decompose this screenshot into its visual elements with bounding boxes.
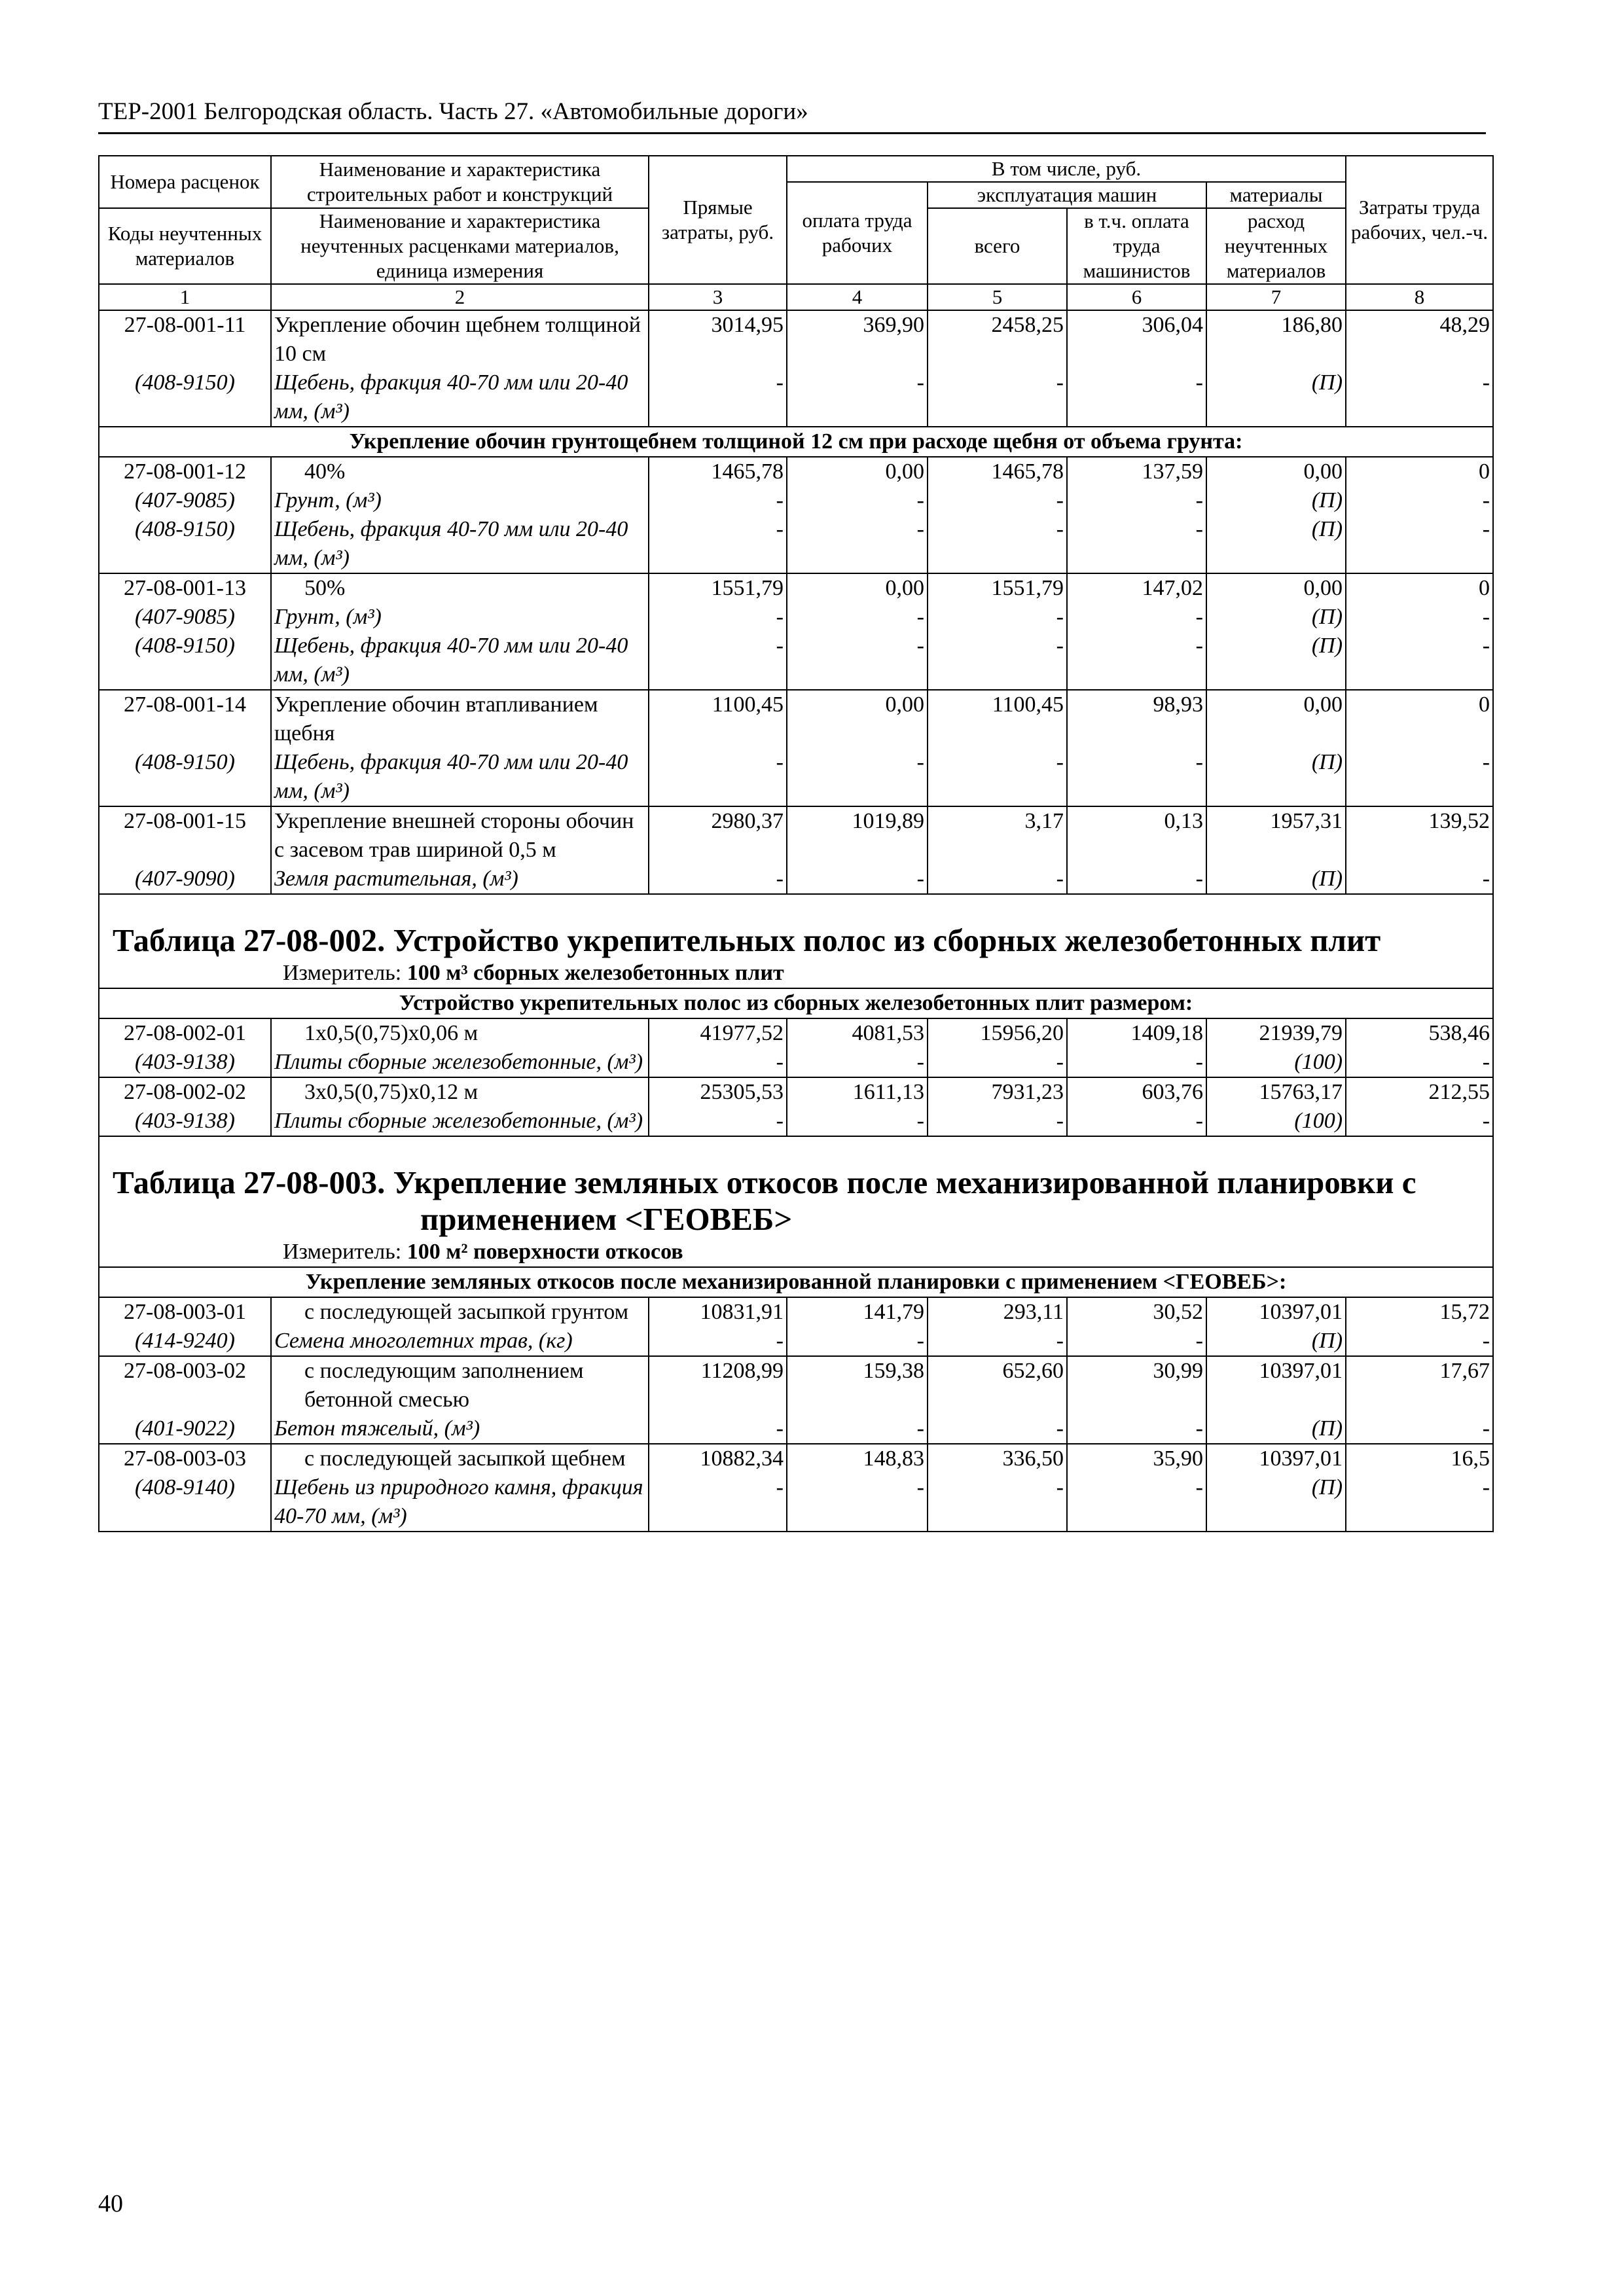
material-code: (408-9150) xyxy=(99,632,271,690)
material-row xyxy=(99,1327,1493,1356)
material-value: - xyxy=(1067,632,1206,690)
value-machines: 293,11 xyxy=(928,1297,1067,1327)
material-value: (П) xyxy=(1206,515,1346,573)
material-value: - xyxy=(787,603,928,632)
value-machines: 15956,20 xyxy=(928,1018,1067,1048)
material-row xyxy=(99,603,1493,632)
material-name: Щебень из природного камня, фракция 40-70 мм, (м³) xyxy=(271,1473,649,1532)
rates-table xyxy=(98,155,1494,1532)
value-labor: 0 xyxy=(1346,690,1493,748)
group-heading-row xyxy=(99,427,1493,457)
material-row xyxy=(99,1414,1493,1444)
material-value: - xyxy=(1346,368,1493,427)
material-code: (401-9022) xyxy=(99,1414,271,1444)
col-name: Наименование и характеристика строительных работ и конструкций xyxy=(271,156,649,208)
value-wages: 148,83 xyxy=(787,1444,928,1473)
rate-row xyxy=(99,1297,1493,1327)
material-value: - xyxy=(1067,603,1206,632)
material-value: - xyxy=(649,1107,787,1136)
material-value: - xyxy=(787,1327,928,1356)
col-num: 2 xyxy=(271,284,649,310)
col-materials: материалы xyxy=(1206,182,1346,208)
material-value: (П) xyxy=(1206,1414,1346,1444)
rate-row xyxy=(99,806,1493,865)
rate-code: 27-08-003-01 xyxy=(99,1297,271,1327)
col-machines-wages: в т.ч. оплата труда машинистов xyxy=(1067,208,1206,284)
material-value: - xyxy=(1067,1414,1206,1444)
rate-row xyxy=(99,690,1493,748)
material-value: - xyxy=(649,1414,787,1444)
table-title-row xyxy=(99,894,1493,959)
material-value: - xyxy=(1067,515,1206,573)
group-heading-row xyxy=(99,988,1493,1018)
material-code: (408-9150) xyxy=(99,515,271,573)
value-labor: 0 xyxy=(1346,457,1493,486)
value-wages: 159,38 xyxy=(787,1356,928,1414)
value-wages: 1019,89 xyxy=(787,806,928,865)
col-incl: В том числе, руб. xyxy=(787,156,1346,182)
col-num: 7 xyxy=(1206,284,1346,310)
meter-line xyxy=(99,1238,1493,1267)
rate-name: с последующим заполнением бетонной смесью xyxy=(271,1356,649,1414)
value-materials: 0,00 xyxy=(1206,573,1346,603)
material-value: - xyxy=(1067,368,1206,427)
value-machines: 652,60 xyxy=(928,1356,1067,1414)
group-heading: Укрепление земляных откосов после механизированной планировки с применением <ГЕОВЕБ>: xyxy=(99,1267,1493,1297)
meter-row xyxy=(99,1238,1493,1267)
material-row xyxy=(99,865,1493,894)
material-value: - xyxy=(1067,1327,1206,1356)
value-wages: 369,90 xyxy=(787,310,928,368)
value-labor: 16,5 xyxy=(1346,1444,1493,1473)
value-machinists: 98,93 xyxy=(1067,690,1206,748)
value-machinists: 137,59 xyxy=(1067,457,1206,486)
rate-code: 27-08-001-11 xyxy=(99,310,271,368)
material-value: - xyxy=(1346,1327,1493,1356)
material-value: - xyxy=(1067,1048,1206,1077)
material-code: (403-9138) xyxy=(99,1107,271,1136)
value-wages: 0,00 xyxy=(787,457,928,486)
rate-row xyxy=(99,310,1493,368)
rate-row xyxy=(99,457,1493,486)
material-value: - xyxy=(787,632,928,690)
material-code: (414-9240) xyxy=(99,1327,271,1356)
col-num: 6 xyxy=(1067,284,1206,310)
material-value: - xyxy=(928,515,1067,573)
rate-name: 50% xyxy=(271,573,649,603)
material-value: - xyxy=(928,1327,1067,1356)
material-value: - xyxy=(649,603,787,632)
col-labor: Затраты труда рабочих, чел.-ч. xyxy=(1346,156,1493,284)
material-value: (П) xyxy=(1206,865,1346,894)
material-value: - xyxy=(649,1048,787,1077)
value-machines: 1465,78 xyxy=(928,457,1067,486)
value-materials: 10397,01 xyxy=(1206,1356,1346,1414)
rate-code: 27-08-003-02 xyxy=(99,1356,271,1414)
material-value: - xyxy=(928,1107,1067,1136)
material-row xyxy=(99,515,1493,573)
rate-name: 40% xyxy=(271,457,649,486)
group-heading: Укрепление обочин грунтощебнем толщиной 12 см при расходе щебня от объема грунта: xyxy=(99,427,1493,457)
col-num: 4 xyxy=(787,284,928,310)
material-row xyxy=(99,748,1493,806)
page-number: 40 xyxy=(98,2190,123,2217)
value-machines: 336,50 xyxy=(928,1444,1067,1473)
material-value: - xyxy=(1346,748,1493,806)
rate-row xyxy=(99,1077,1493,1107)
material-value: - xyxy=(928,1473,1067,1532)
meter-value: 100 м² поверхности откосов xyxy=(406,1240,683,1264)
rate-row xyxy=(99,573,1493,603)
material-value: - xyxy=(787,368,928,427)
material-code: (407-9085) xyxy=(99,603,271,632)
material-value: (П) xyxy=(1206,486,1346,515)
value-labor: 538,46 xyxy=(1346,1018,1493,1048)
col-num: 5 xyxy=(928,284,1067,310)
material-value: - xyxy=(787,1473,928,1532)
value-wages: 1611,13 xyxy=(787,1077,928,1107)
material-value: - xyxy=(787,486,928,515)
value-machinists: 35,90 xyxy=(1067,1444,1206,1473)
col-name-materials: Наименование и характеристика неучтенных расценками материалов, единица измерения xyxy=(271,208,649,284)
material-value: - xyxy=(1346,865,1493,894)
material-value: - xyxy=(787,865,928,894)
material-value: - xyxy=(1346,632,1493,690)
material-value: - xyxy=(787,515,928,573)
col-direct: Прямые затраты, руб. xyxy=(649,156,787,284)
material-value: (100) xyxy=(1206,1048,1346,1077)
material-value: - xyxy=(1346,1473,1493,1532)
material-value: - xyxy=(928,1048,1067,1077)
material-row xyxy=(99,1107,1493,1136)
material-value: - xyxy=(787,1414,928,1444)
table-title-line-2: применением <ГЕОВЕБ> xyxy=(420,1201,793,1237)
material-value: (П) xyxy=(1206,632,1346,690)
value-machines: 7931,23 xyxy=(928,1077,1067,1107)
value-wages: 0,00 xyxy=(787,690,928,748)
material-value: - xyxy=(649,632,787,690)
value-direct: 1465,78 xyxy=(649,457,787,486)
value-materials: 10397,01 xyxy=(1206,1297,1346,1327)
material-value: - xyxy=(1346,1048,1493,1077)
meter-line xyxy=(99,959,1493,988)
value-direct: 1100,45 xyxy=(649,690,787,748)
material-row xyxy=(99,1048,1493,1077)
rate-name: с последующей засыпкой грунтом xyxy=(271,1297,649,1327)
rate-code: 27-08-001-13 xyxy=(99,573,271,603)
material-value: - xyxy=(649,1327,787,1356)
rate-row xyxy=(99,1444,1493,1473)
material-value: - xyxy=(649,865,787,894)
material-name: Щебень, фракция 40-70 мм или 20-40 мм, (м³) xyxy=(271,632,649,690)
material-row xyxy=(99,632,1493,690)
material-code: (408-9140) xyxy=(99,1473,271,1532)
value-wages: 0,00 xyxy=(787,573,928,603)
material-value: - xyxy=(1067,1107,1206,1136)
value-machinists: 30,99 xyxy=(1067,1356,1206,1414)
value-machinists: 0,13 xyxy=(1067,806,1206,865)
rate-code: 27-08-002-02 xyxy=(99,1077,271,1107)
value-materials: 21939,79 xyxy=(1206,1018,1346,1048)
material-value: - xyxy=(928,632,1067,690)
value-direct: 41977,52 xyxy=(649,1018,787,1048)
material-value: - xyxy=(649,486,787,515)
col-num: 3 xyxy=(649,284,787,310)
rate-code: 27-08-002-01 xyxy=(99,1018,271,1048)
value-machines: 1551,79 xyxy=(928,573,1067,603)
material-name: Щебень, фракция 40-70 мм или 20-40 мм, (м³) xyxy=(271,748,649,806)
value-direct: 10882,34 xyxy=(649,1444,787,1473)
rate-code: 27-08-003-03 xyxy=(99,1444,271,1473)
value-machines: 1100,45 xyxy=(928,690,1067,748)
col-num: 1 xyxy=(99,284,271,310)
value-machinists: 603,76 xyxy=(1067,1077,1206,1107)
rate-code: 27-08-001-14 xyxy=(99,690,271,748)
value-machines: 2458,25 xyxy=(928,310,1067,368)
rate-name: Укрепление внешней стороны обочин с засевом трав шириной 0,5 м xyxy=(271,806,649,865)
material-value: - xyxy=(1346,515,1493,573)
material-name: Земля растительная, (м³) xyxy=(271,865,649,894)
value-labor: 48,29 xyxy=(1346,310,1493,368)
material-value: (П) xyxy=(1206,748,1346,806)
material-value: - xyxy=(649,368,787,427)
material-name: Грунт, (м³) xyxy=(271,486,649,515)
value-materials: 1957,31 xyxy=(1206,806,1346,865)
value-materials: 15763,17 xyxy=(1206,1077,1346,1107)
material-code: (403-9138) xyxy=(99,1048,271,1077)
table-title-row xyxy=(99,1136,1493,1238)
col-num: 8 xyxy=(1346,284,1493,310)
material-value: - xyxy=(928,368,1067,427)
header-row-1 xyxy=(99,156,1493,182)
material-value: - xyxy=(928,1414,1067,1444)
material-name: Семена многолетних трав, (кг) xyxy=(271,1327,649,1356)
material-code: (407-9085) xyxy=(99,486,271,515)
material-name: Плиты сборные железобетонные, (м³) xyxy=(271,1107,649,1136)
material-row xyxy=(99,1473,1493,1532)
value-direct: 11208,99 xyxy=(649,1356,787,1414)
material-value: (П) xyxy=(1206,368,1346,427)
col-rate-numbers: Номера расценок xyxy=(99,156,271,208)
value-direct: 25305,53 xyxy=(649,1077,787,1107)
material-value: - xyxy=(787,1048,928,1077)
value-direct: 10831,91 xyxy=(649,1297,787,1327)
value-machinists: 306,04 xyxy=(1067,310,1206,368)
material-value: - xyxy=(1067,865,1206,894)
material-value: - xyxy=(787,1107,928,1136)
value-machines: 3,17 xyxy=(928,806,1067,865)
rate-row xyxy=(99,1018,1493,1048)
meter-value: 100 м³ сборных железобетонных плит xyxy=(406,961,784,985)
material-value: - xyxy=(649,515,787,573)
rate-code: 27-08-001-12 xyxy=(99,457,271,486)
group-heading-row xyxy=(99,1267,1493,1297)
material-name: Щебень, фракция 40-70 мм или 20-40 мм, (м³) xyxy=(271,515,649,573)
value-direct: 3014,95 xyxy=(649,310,787,368)
rate-row xyxy=(99,1356,1493,1414)
rate-name: 1х0,5(0,75)х0,06 м xyxy=(271,1018,649,1048)
rate-name: с последующей засыпкой щебнем xyxy=(271,1444,649,1473)
value-wages: 4081,53 xyxy=(787,1018,928,1048)
rate-name: Укрепление обочин втапливанием щебня xyxy=(271,690,649,748)
value-labor: 139,52 xyxy=(1346,806,1493,865)
material-code: (408-9150) xyxy=(99,368,271,427)
rate-code: 27-08-001-15 xyxy=(99,806,271,865)
material-value: - xyxy=(1067,1473,1206,1532)
material-value: - xyxy=(1067,748,1206,806)
material-row xyxy=(99,486,1493,515)
material-value: - xyxy=(1346,1107,1493,1136)
value-wages: 141,79 xyxy=(787,1297,928,1327)
material-value: - xyxy=(787,748,928,806)
value-materials: 0,00 xyxy=(1206,457,1346,486)
material-value: - xyxy=(1346,1414,1493,1444)
value-machinists: 30,52 xyxy=(1067,1297,1206,1327)
value-materials: 0,00 xyxy=(1206,690,1346,748)
material-row xyxy=(99,368,1493,427)
material-value: (П) xyxy=(1206,1473,1346,1532)
material-value: (П) xyxy=(1206,1327,1346,1356)
material-value: - xyxy=(928,748,1067,806)
material-value: - xyxy=(1346,486,1493,515)
rate-name: 3х0,5(0,75)х0,12 м xyxy=(271,1077,649,1107)
group-heading: Устройство укрепительных полос из сборных железобетонных плит размером: xyxy=(99,988,1493,1018)
value-labor: 15,72 xyxy=(1346,1297,1493,1327)
material-value: - xyxy=(928,486,1067,515)
table-title xyxy=(99,1136,1493,1238)
col-codes: Коды неучтенных материалов xyxy=(99,208,271,284)
table-title: Таблица 27-08-002. Устройство укрепительных полос из сборных железобетонных плит xyxy=(99,894,1493,959)
material-code: (407-9090) xyxy=(99,865,271,894)
material-value: (100) xyxy=(1206,1107,1346,1136)
material-name: Плиты сборные железобетонные, (м³) xyxy=(271,1048,649,1077)
column-numbers-row xyxy=(99,284,1493,310)
material-value: - xyxy=(928,865,1067,894)
meter-label: Измеритель: xyxy=(283,1240,402,1264)
value-labor: 0 xyxy=(1346,573,1493,603)
material-value: - xyxy=(928,603,1067,632)
col-machines: эксплуатация машин xyxy=(928,182,1206,208)
value-direct: 1551,79 xyxy=(649,573,787,603)
material-value: - xyxy=(649,748,787,806)
material-value: (П) xyxy=(1206,603,1346,632)
value-materials: 186,80 xyxy=(1206,310,1346,368)
material-name: Бетон тяжелый, (м³) xyxy=(271,1414,649,1444)
value-direct: 2980,37 xyxy=(649,806,787,865)
meter-row xyxy=(99,959,1493,988)
material-name: Щебень, фракция 40-70 мм или 20-40 мм, (м³) xyxy=(271,368,649,427)
material-code: (408-9150) xyxy=(99,748,271,806)
value-machinists: 1409,18 xyxy=(1067,1018,1206,1048)
rate-name: Укрепление обочин щебнем толщиной 10 см xyxy=(271,310,649,368)
table-title-line-1: Таблица 27-08-003. Укрепление земляных откосов после механизированной планировки с xyxy=(113,1164,1416,1200)
value-labor: 212,55 xyxy=(1346,1077,1493,1107)
material-value: - xyxy=(1067,486,1206,515)
page-header: ТЕР-2001 Белгородская область. Часть 27. «Автомобильные дороги» xyxy=(98,92,1486,134)
material-value: - xyxy=(649,1473,787,1532)
value-machinists: 147,02 xyxy=(1067,573,1206,603)
meter-label: Измеритель: xyxy=(283,961,402,985)
col-machines-total: всего xyxy=(928,208,1067,284)
material-value: - xyxy=(1346,603,1493,632)
material-name: Грунт, (м³) xyxy=(271,603,649,632)
value-labor: 17,67 xyxy=(1346,1356,1493,1414)
col-materials-unaccounted: расход неучтенных материалов xyxy=(1206,208,1346,284)
col-wages: оплата труда рабочих xyxy=(787,182,928,284)
value-materials: 10397,01 xyxy=(1206,1444,1346,1473)
